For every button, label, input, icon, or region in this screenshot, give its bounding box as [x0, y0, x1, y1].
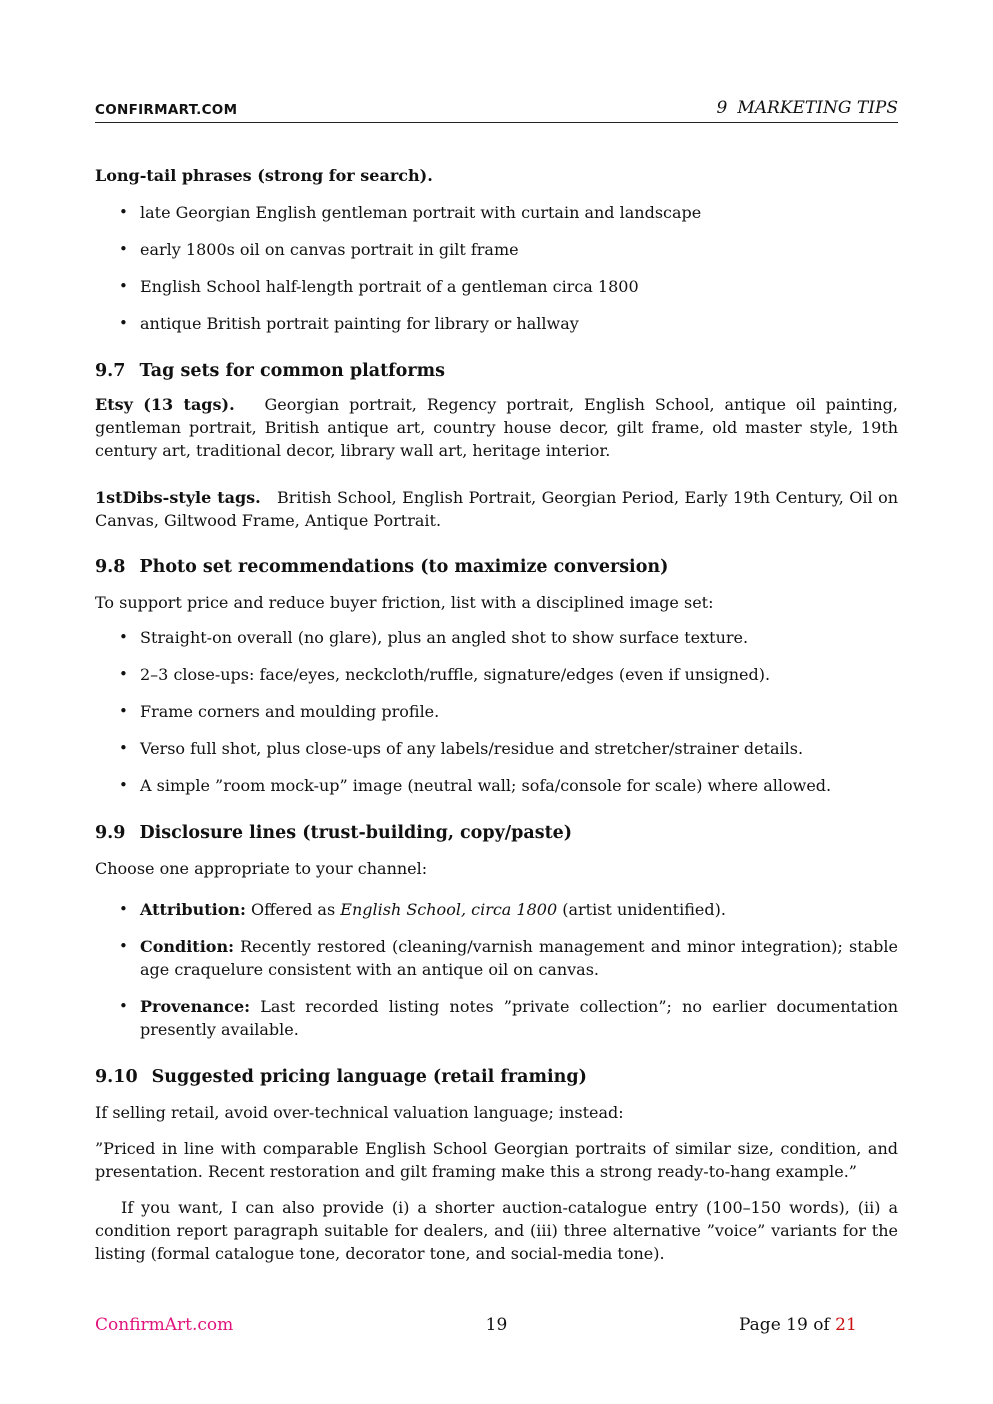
list-item: • Condition: Recently restored (cleaning/varnish management and minor integration); stable age craquelure consistent with an antique oil on canvas. — [95, 935, 898, 981]
longtail-list — [95, 201, 898, 335]
attribution-name: English School, circa 1800 — [340, 900, 558, 919]
list-item: • early 1800s oil on canvas portrait in gilt frame — [95, 238, 898, 261]
running-head-title: MARKETING TIPS — [737, 98, 898, 118]
list-item: • antique British portrait painting for library or hallway — [95, 312, 898, 335]
page-footer — [95, 1315, 898, 1339]
section-heading-9-7: 9.7 Tag sets for common platforms — [95, 361, 445, 381]
section-heading-9-9: 9.9 Disclosure lines (trust-building, copy/paste) — [95, 823, 573, 843]
pricing-quote: ”Priced in line with comparable English School Georgian portraits of similar size, condition, and presentation. Recent restoration and gilt framing make this a strong ready-to-hang example.” — [95, 1139, 898, 1181]
list-item: • Provenance: Last recorded listing notes ”private collection”; no earlier documentation presently available. — [95, 995, 898, 1041]
attribution-label: Attribution: — [140, 900, 246, 919]
page-header — [95, 98, 898, 123]
etsy-label: Etsy (13 tags). — [95, 395, 235, 414]
footer-page-count: Page 19 of 21 — [739, 1315, 857, 1335]
footer-total-pages-link[interactable]: 21 — [835, 1315, 857, 1335]
list-item: • Frame corners and moulding profile. — [95, 700, 898, 723]
firstdibs-tags-paragraph — [95, 486, 898, 532]
section-heading-9-10: 9.10 Suggested pricing language (retail framing) — [95, 1067, 587, 1087]
running-head-number: 9 — [716, 98, 728, 118]
list-item: • English School half-length portrait of a gentleman circa 1800 — [95, 275, 898, 298]
page-content — [95, 164, 898, 1265]
running-head — [717, 98, 898, 118]
list-item: • Attribution: Offered as English School, circa 1800 (artist unidentified). — [95, 898, 898, 921]
list-item: • Straight-on overall (no glare), plus an angled shot to show surface texture. — [95, 626, 898, 649]
etsy-tags-paragraph — [95, 393, 898, 462]
provenance-label: Provenance: — [140, 997, 251, 1016]
etsy-tags: Georgian portrait, Regency portrait, English School, antique oil painting, gentleman portrait, British antique art, country house decor, gilt frame, old master style, 19th century art, traditional decor, library wall art, heritage interior. — [95, 395, 899, 460]
longtail-title: Long-tail phrases (strong for search). — [95, 166, 433, 185]
photo-set-intro: To support price and reduce buyer friction, list with a disciplined image set: — [95, 593, 714, 612]
list-item: • late Georgian English gentleman portrait with curtain and landscape — [95, 201, 898, 224]
footer-site-link[interactable]: ConfirmArt.com — [95, 1315, 234, 1335]
footer-page-number: 19 — [485, 1315, 508, 1335]
list-item: • 2–3 close-ups: face/eyes, neckcloth/ruffle, signature/edges (even if unsigned). — [95, 663, 898, 686]
disclosure-intro: Choose one appropriate to your channel: — [95, 859, 428, 878]
list-item: • Verso full shot, plus close-ups of any labels/residue and stretcher/strainer details. — [95, 737, 898, 760]
closing-paragraph: If you want, I can also provide (i) a shorter auction-catalogue entry (100–150 words), (ii) a condition report paragraph suitable for dealers, and (iii) three alternative ”voice” variants for the listing (formal catalogue tone, decorator tone, and social-media tone). — [95, 1198, 898, 1263]
firstdibs-tags: British School, English Portrait, Georgian Period, Early 19th Century, Oil on Canvas, Giltwood Frame, Antique Portrait. — [95, 488, 898, 530]
pricing-intro: If selling retail, avoid over-technical valuation language; instead: — [95, 1103, 624, 1122]
section-heading-9-8: 9.8 Photo set recommendations (to maximize conversion) — [95, 557, 669, 577]
disclosure-list — [95, 898, 898, 1041]
list-item: • A simple ”room mock-up” image (neutral wall; sofa/console for scale) where allowed. — [95, 774, 898, 797]
condition-label: Condition: — [140, 937, 234, 956]
firstdibs-label: 1stDibs-style tags. — [95, 488, 261, 507]
site-logo: CONFIRMART.COM — [95, 102, 238, 118]
photo-set-list — [95, 626, 898, 797]
